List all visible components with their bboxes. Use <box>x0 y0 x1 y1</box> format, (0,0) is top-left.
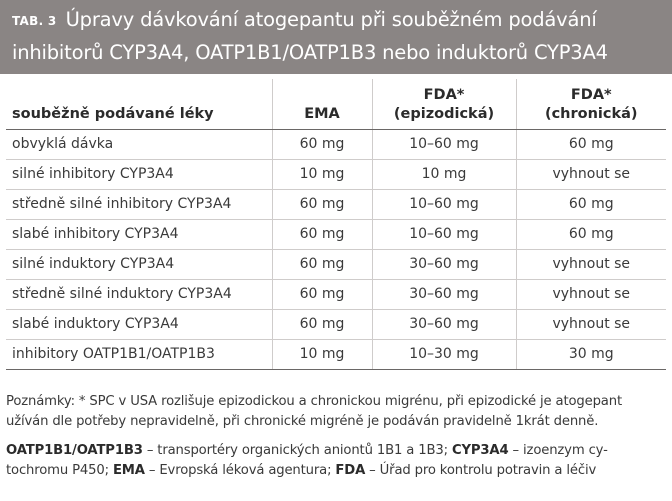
notes-line-2: užíván dle potřeby nepravidelně, při chronické migréně je podáván pravidelně 1krát denně. <box>6 414 599 429</box>
cell-fda-episodic: 30–60 mg <box>372 249 516 279</box>
cell-fda-episodic: 10–60 mg <box>372 189 516 219</box>
table-title-bar <box>0 0 672 74</box>
cell-drug: slabé inhibitory CYP3A4 <box>6 219 272 249</box>
cell-drug: inhibitory OATP1B1/OATP1B3 <box>6 339 272 369</box>
cell-ema: 60 mg <box>272 249 372 279</box>
header-drug: souběžně podávané léky <box>6 79 272 129</box>
cell-fda-chronic: 60 mg <box>516 129 666 159</box>
header-fda-chronic-line2: (chronická) <box>544 105 638 122</box>
abbr-term-cyp3a4: CYP3A4 <box>451 443 509 458</box>
table-row <box>6 249 666 279</box>
table-row <box>6 189 666 219</box>
cell-fda-episodic: 10–60 mg <box>372 129 516 159</box>
cell-drug: obvyklá dávka <box>6 129 272 159</box>
cell-fda-chronic: vyhnout se <box>516 249 666 279</box>
cell-fda-episodic: 30–60 mg <box>372 279 516 309</box>
table-row <box>6 129 666 159</box>
notes-line-1: Poznámky: * SPC v USA rozlišuje epizodickou a chronickou migrénu, při epizodické je atogepant <box>6 394 622 409</box>
cell-drug: středně silné induktory CYP3A4 <box>6 279 272 309</box>
cell-fda-chronic: 30 mg <box>516 339 666 369</box>
header-fda-chronic <box>516 79 666 129</box>
header-fda-chronic-line1: FDA* <box>570 86 612 103</box>
abbr-def-cyp3a4-cont: tochromu P450; <box>6 463 113 478</box>
table-title-text-line-2: inhibitorů CYP3A4, OATP1B1/OATP1B3 nebo induktorů CYP3A4 <box>12 41 608 64</box>
abbr-def-ema: – Evropská léková agentura; <box>144 463 336 478</box>
dosage-table <box>6 79 666 370</box>
cell-ema: 10 mg <box>272 339 372 369</box>
abbreviations-line-2 <box>6 461 668 481</box>
table-row <box>6 219 666 249</box>
cell-ema: 60 mg <box>272 309 372 339</box>
cell-fda-episodic: 30–60 mg <box>372 309 516 339</box>
cell-fda-episodic: 10–30 mg <box>372 339 516 369</box>
title-line-1 <box>12 8 660 38</box>
cell-drug: středně silné inhibitory CYP3A4 <box>6 189 272 219</box>
cell-drug: silné induktory CYP3A4 <box>6 249 272 279</box>
table-row <box>6 309 666 339</box>
table-row <box>6 159 666 189</box>
cell-fda-chronic: 60 mg <box>516 189 666 219</box>
header-row <box>6 79 666 129</box>
cell-drug: slabé induktory CYP3A4 <box>6 309 272 339</box>
table-number-label: TAB. 3 <box>12 14 57 28</box>
abbr-term-ema: EMA <box>112 463 145 478</box>
cell-fda-chronic: vyhnout se <box>516 309 666 339</box>
abbr-term-oatp: OATP1B1/OATP1B3 <box>6 443 143 458</box>
header-fda-episodic-line1: FDA* <box>423 86 465 103</box>
cell-fda-chronic: 60 mg <box>516 219 666 249</box>
cell-fda-chronic: vyhnout se <box>516 159 666 189</box>
abbr-def-fda: – Úřad pro kontrolu potravin a léčiv <box>365 463 597 478</box>
cell-ema: 60 mg <box>272 219 372 249</box>
abbreviations-line-1 <box>6 441 668 461</box>
table-title-text: Úpravy dávkování atogepantu při souběžném podávání <box>65 8 597 31</box>
cell-drug: silné inhibitory CYP3A4 <box>6 159 272 189</box>
abbr-def-cyp3a4: – izoenzym cy- <box>508 443 608 458</box>
abbr-term-fda: FDA <box>335 463 366 478</box>
cell-ema: 60 mg <box>272 279 372 309</box>
header-fda-episodic <box>372 79 516 129</box>
cell-fda-chronic: vyhnout se <box>516 279 666 309</box>
header-fda-episodic-line2: (epizodická) <box>393 105 495 122</box>
cell-ema: 60 mg <box>272 189 372 219</box>
cell-fda-episodic: 10–60 mg <box>372 219 516 249</box>
header-ema: EMA <box>272 79 372 129</box>
cell-ema: 10 mg <box>272 159 372 189</box>
cell-fda-episodic: 10 mg <box>372 159 516 189</box>
table-row <box>6 339 666 369</box>
table-row <box>6 279 666 309</box>
cell-ema: 60 mg <box>272 129 372 159</box>
abbr-def-oatp: – transportéry organických aniontů 1B1 a 1B3; <box>142 443 452 458</box>
table-notes <box>6 392 668 432</box>
abbreviations <box>6 441 668 481</box>
